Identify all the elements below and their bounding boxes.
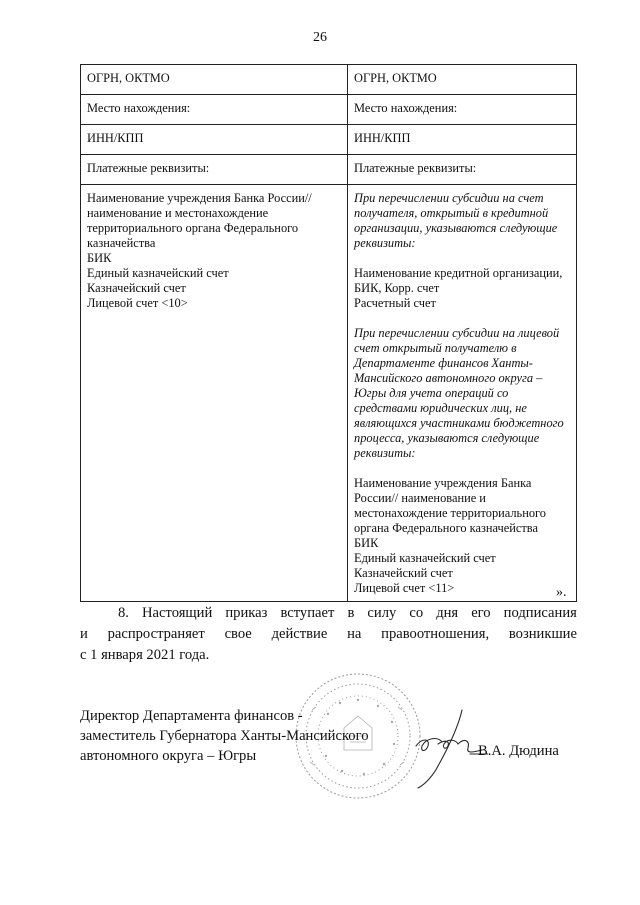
table-row <box>81 155 577 185</box>
word: приказ <box>225 605 268 621</box>
treasury-note-line: Югры для учета операций со <box>354 386 509 400</box>
page-number: 26 <box>313 30 327 45</box>
word: в <box>347 605 355 621</box>
payment-details-label-right: Платежные реквизиты: <box>348 155 577 185</box>
table-row <box>81 125 577 155</box>
treasury-field-line: Казначейский счет <box>354 566 453 580</box>
paragraph-line: с 1 января 2021 года. <box>80 647 210 663</box>
location-left: Место нахождения: <box>81 95 348 125</box>
treasury-note-line: При перечислении субсидии на лицевой <box>354 326 560 340</box>
payment-details-right-cell <box>348 185 577 602</box>
detail-line: казначейства <box>87 236 156 250</box>
position-line: заместитель Губернатора Ханты-Мансийского <box>80 728 369 744</box>
word: 8. <box>118 605 129 621</box>
paragraph-8 <box>80 603 577 666</box>
spacer <box>354 311 571 326</box>
detail-line: Единый казначейский счет <box>87 266 229 280</box>
word: подписания <box>503 605 577 621</box>
word: распространяет <box>107 626 205 642</box>
word: со <box>409 605 424 621</box>
treasury-note-line: средствами юридических лиц, не <box>354 401 527 415</box>
treasury-field-line: местонахождение территориального <box>354 506 547 520</box>
detail-line: Лицевой счет <10> <box>87 296 188 310</box>
treasury-field-line: Наименование учреждения Банка <box>354 476 532 490</box>
treasury-note-line: счет открытый получателю в <box>354 341 517 355</box>
word: дня <box>436 605 459 621</box>
closing-quote: ». <box>556 585 567 600</box>
detail-line: Наименование учреждения Банка России// <box>87 191 312 205</box>
position-line: автономного округа – Югры <box>80 748 257 764</box>
treasury-field-line: органа Федерального казначейства <box>354 521 538 535</box>
detail-line: наименование и местонахождение <box>87 206 269 220</box>
word: его <box>471 605 491 621</box>
treasury-note-line: Департаменте финансов Ханты- <box>354 356 533 370</box>
credit-field-line: Наименование кредитной организации, <box>354 266 563 280</box>
payment-details-label-left: Платежные реквизиты: <box>81 155 348 185</box>
ogrn-oktmo-right: ОГРН, ОКТМО <box>348 65 577 95</box>
word: возникшие <box>508 626 577 642</box>
credit-field-line: Расчетный счет <box>354 296 436 310</box>
handwritten-signature <box>408 708 488 790</box>
treasury-field-line: Единый казначейский счет <box>354 551 496 565</box>
ogrn-oktmo-left: ОГРН, ОКТМО <box>81 65 348 95</box>
table-row <box>81 185 577 602</box>
treasury-field-line: Лицевой счет <11> <box>354 581 455 595</box>
treasury-field-line: России// наименование и <box>354 491 486 505</box>
detail-line: Казначейский счет <box>87 281 186 295</box>
requisites-table <box>80 64 577 602</box>
spacer <box>354 461 571 476</box>
credit-note-line: получателя, открытый в кредитной <box>354 206 549 220</box>
signer-position <box>80 706 369 766</box>
table-row <box>81 95 577 125</box>
word: правоотношения, <box>381 626 490 642</box>
treasury-field-line: БИК <box>354 536 379 550</box>
paragraph-line <box>80 624 577 645</box>
table-row <box>81 65 577 95</box>
word: Настоящий <box>142 605 213 621</box>
credit-field-line: БИК, Корр. счет <box>354 281 440 295</box>
signer-name: В.А. Дюдина <box>478 743 559 759</box>
credit-note-line: При перечислении субсидии на счет <box>354 191 544 205</box>
treasury-note-line: Мансийского автономного округа – <box>354 371 543 385</box>
word: на <box>347 626 362 642</box>
inn-kpp-right: ИНН/КПП <box>348 125 577 155</box>
treasury-note-line: процесса, указываются следующие <box>354 431 540 445</box>
word: вступает <box>280 605 335 621</box>
detail-line: территориального органа Федерального <box>87 221 299 235</box>
inn-kpp-left: ИНН/КПП <box>81 125 348 155</box>
word: свое <box>224 626 252 642</box>
word: и <box>80 626 88 642</box>
word: силу <box>367 605 397 621</box>
credit-note-line: реквизиты: <box>354 236 416 250</box>
treasury-note-line: реквизиты: <box>354 446 416 460</box>
word: действие <box>271 626 328 642</box>
paragraph-line <box>80 603 577 624</box>
location-right: Место нахождения: <box>348 95 577 125</box>
detail-line: БИК <box>87 251 112 265</box>
spacer <box>354 251 571 266</box>
treasury-note-line: являющихся участниками бюджетного <box>354 416 564 430</box>
position-line: Директор Департамента финансов - <box>80 708 303 724</box>
credit-note-line: организации, указываются следующие <box>354 221 558 235</box>
payment-details-left-cell <box>81 185 348 602</box>
